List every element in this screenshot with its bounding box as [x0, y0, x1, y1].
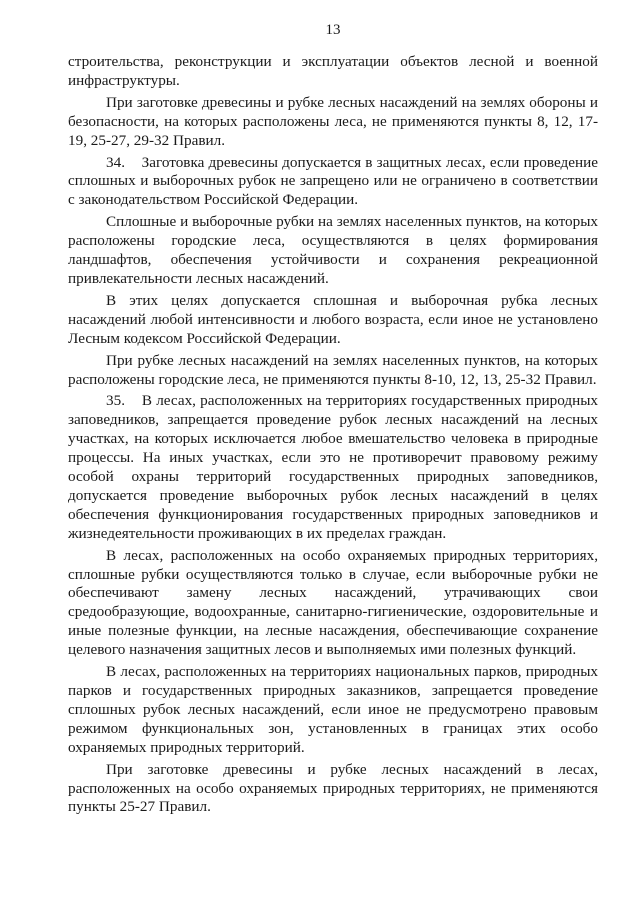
paragraph-protected-areas: В лесах, расположенных на особо охраняемых природных территориях, сплошные рубки осуществляются только в случае, если выборочные рубки не обеспечивают замену лесных насаждений, утрачивающих свои средообразующие, водоохранные, санитарно-гигиенические, оздоровительные и иные полезные функции, на лесные насаждения, обеспечивающие сохранение целевого назначения защитных лесов и выполняемых ими полезных функций. — [68, 546, 598, 659]
paragraph-defense-lands: При заготовке древесины и рубке лесных насаждений на землях обороны и безопасности, на которых расположены леса, не применяются пункты 8, 12, 17-19, 25-27, 29-32 Правил. — [68, 93, 598, 149]
paragraph-felling-purposes: В этих целях допускается сплошная и выборочная рубка лесных насаждений любой интенсивности и любого возраста, если иное не установлено Лесным кодексом Российской Федерации. — [68, 291, 598, 347]
paragraph-protected-exclusions: При заготовке древесины и рубке лесных насаждений в лесах, расположенных на особо охраняемых природных территориях, не применяются пункты 25-27 Правил. — [68, 760, 598, 816]
page-number: 13 — [325, 22, 341, 38]
document-body — [68, 53, 598, 817]
paragraph-clause-34: 34. Заготовка древесины допускается в защитных лесах, если проведение сплошных и выборочных рубок не запрещено или не ограничено в соответствии с законодательством Российской Федерации. — [68, 153, 598, 209]
paragraph-urban-exclusions: При рубке лесных насаждений на землях населенных пунктов, на которых расположены городские леса, не применяются пункты 8-10, 12, 13, 25-32 Правил. — [68, 351, 598, 388]
paragraph-national-parks: В лесах, расположенных на территориях национальных парков, природных парков и государственных природных заказников, запрещается проведение сплошных рубок лесных насаждений, если иное не предусмотрено правовым режимом функциональных зон, установленных в границах этих особо охраняемых природных территорий. — [68, 663, 598, 756]
paragraph-continuation: строительства, реконструкции и эксплуатации объектов лесной и военной инфраструктуры. — [68, 53, 598, 89]
paragraph-clause-35: 35. В лесах, расположенных на территориях государственных природных заповедников, запрещается проведение рубок лесных насаждений на лесных участках, на которых исключается любое вмешательство человека в природные процессы. На иных участках, если это не противоречит правовому режиму особой охраны территорий государственных природных заповедников, допускается проведение выборочных рубок лесных насаждений в целях обеспечения функционирования государственных природных заповедников и жизнедеятельности проживающих в их пределах граждан. — [68, 392, 598, 542]
paragraph-urban-forests: Сплошные и выборочные рубки на землях населенных пунктов, на которых расположены городские леса, осуществляются в целях формирования ландшафтов, обеспечения устойчивости и сохранения рекреационной привлекательности лесных насаждений. — [68, 213, 598, 287]
